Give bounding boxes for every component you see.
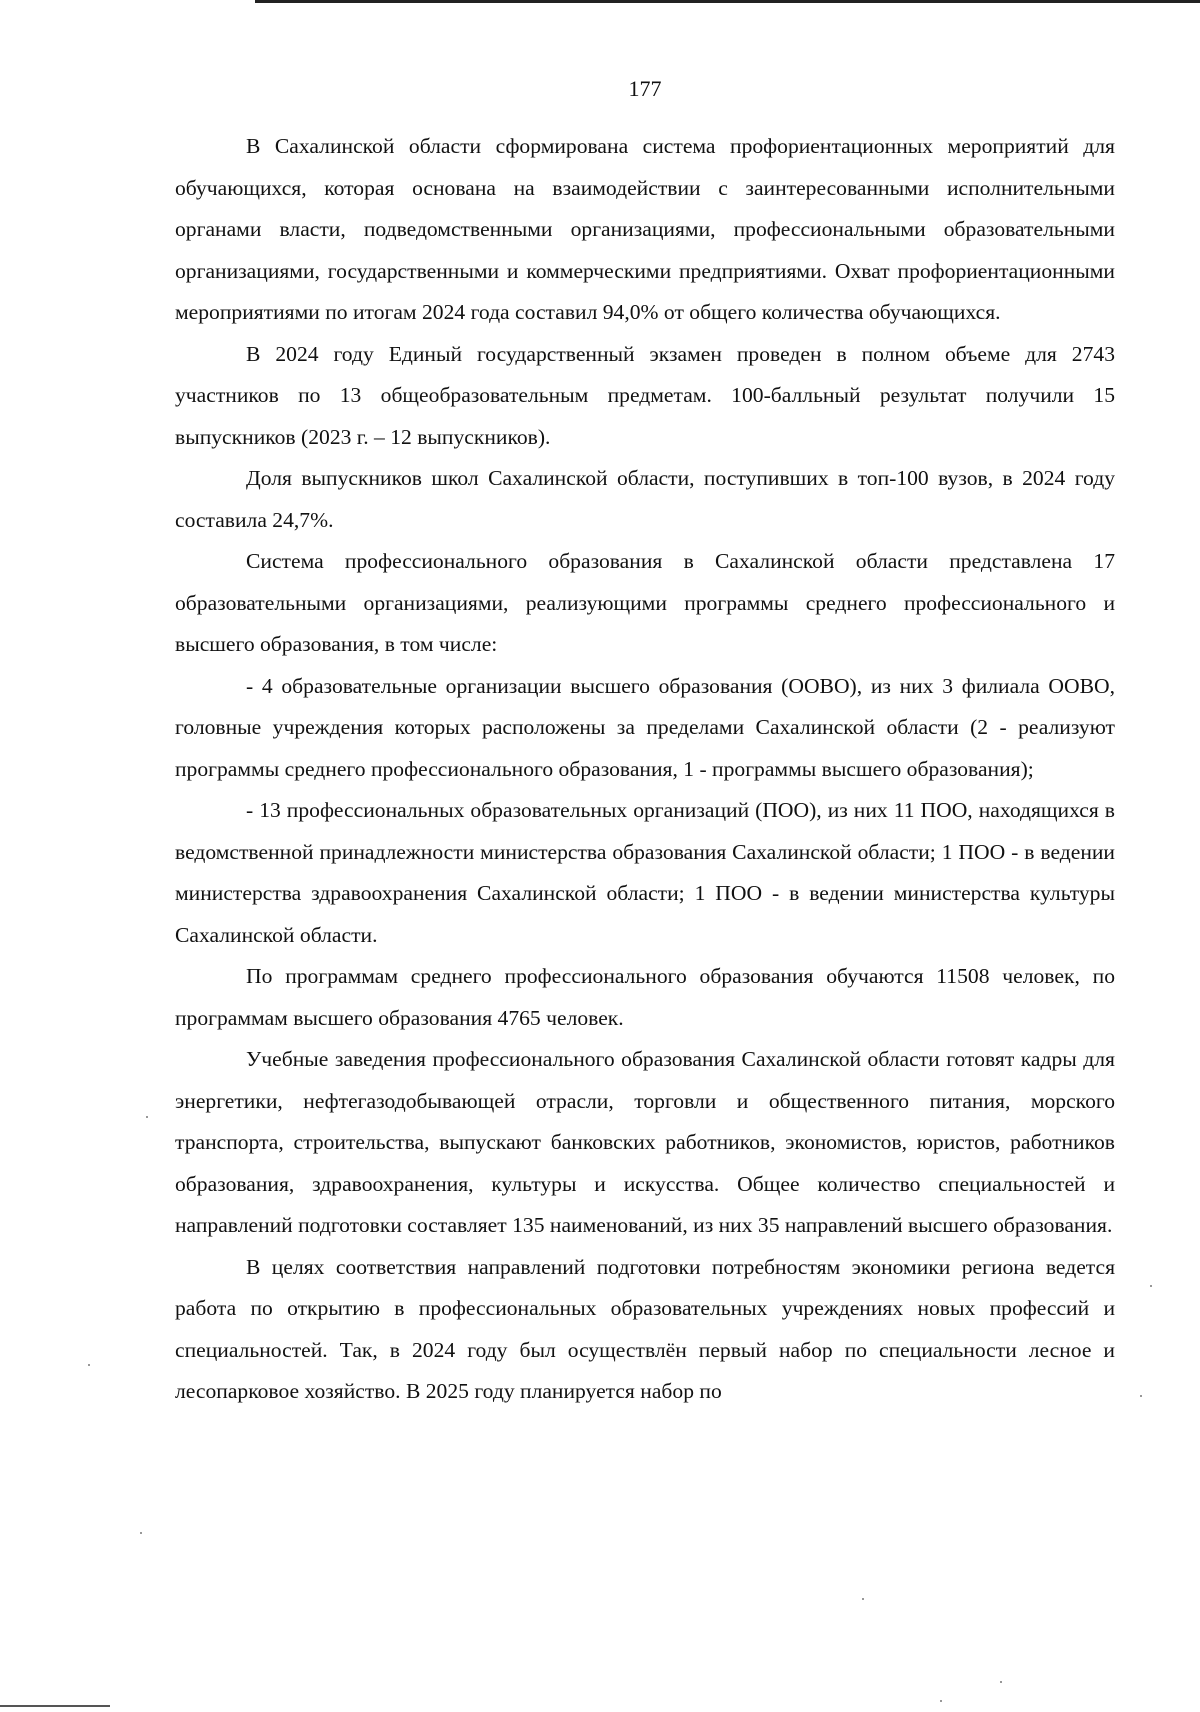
bottom-scan-border	[0, 1705, 110, 1707]
document-body	[175, 126, 1115, 1413]
paragraph-new-specialties: В целях соответствия направлений подготовки потребностям экономики региона ведется работа по открытию в профессиональных образовательных учреждениях новых профессий и специальностей. Так, в 2024 году был осуществлён первый набор по специальности лесное и лесопарковое хозяйство. В 2025 году планируется набор по	[175, 1254, 1115, 1403]
scan-speck	[88, 1364, 90, 1366]
paragraph-vocational-system: Система профессионального образования в Сахалинской области представлена 17 образовательными организациями, реализующими программы среднего профессионального и высшего образования, в том числе:	[175, 549, 1115, 656]
scan-speck	[1000, 1681, 1002, 1683]
paragraph-unified-exam: В 2024 году Единый государственный экзамен проведен в полном объеме для 2743 участников по 13 общеобразовательным предметам. 100-балльный результат получили 15 выпускников (2023 г. – 12 выпускников).	[175, 341, 1115, 449]
list-item-higher-education-orgs: - 4 образовательные организации высшего образования (ООВО), из них 3 филиала ООВО, головные учреждения которых расположены за пределами Сахалинской области (2 - реализуют программы среднего профессионального образования, 1 - программы высшего образования);	[175, 673, 1115, 781]
scan-speck	[1150, 1285, 1152, 1287]
scan-speck	[862, 1598, 864, 1600]
scan-speck	[940, 1700, 942, 1702]
top-scan-border	[255, 0, 1200, 3]
paragraph-top100-universities: Доля выпускников школ Сахалинской области, поступивших в топ-100 вузов, в 2024 году составила 24,7%.	[175, 466, 1115, 532]
list-item-vocational-orgs: - 13 профессиональных образовательных организаций (ПОО), из них 11 ПОО, находящихся в ведомственной принадлежности министерства образования Сахалинской области; 1 ПОО - в ведении министерства здравоохранения Сахалинской области; 1 ПОО - в ведении министерства культуры Сахалинской области.	[175, 798, 1115, 947]
page-number: 177	[628, 76, 662, 101]
paragraph-student-counts: По программам среднего профессионального образования обучаются 11508 человек, по программам высшего образования 4765 человек.	[175, 964, 1115, 1030]
scan-speck	[140, 1532, 142, 1534]
paragraph-training-areas: Учебные заведения профессионального образования Сахалинской области готовят кадры для энергетики, нефтегазодобывающей отрасли, торговли и общественного питания, морского транспорта, строительства, выпускают банковских работников, экономистов, юристов, работников образования, здравоохранения, культуры и искусства. Общее количество специальностей и направлений подготовки составляет 135 наименований, из них 35 направлений высшего образования.	[175, 1047, 1115, 1237]
scan-speck	[146, 1116, 148, 1118]
paragraph-career-guidance: В Сахалинской области сформирована система профориентационных мероприятий для обучающихся, которая основана на взаимодействии с заинтересованными исполнительными органами власти, подведомственными организациями, профессиональными образовательными организациями, государственными и коммерческими предприятиями. Охват профориентационными мероприятиями по итогам 2024 года составил 94,0% от общего количества обучающихся.	[175, 134, 1115, 324]
scan-speck	[1140, 1395, 1142, 1397]
